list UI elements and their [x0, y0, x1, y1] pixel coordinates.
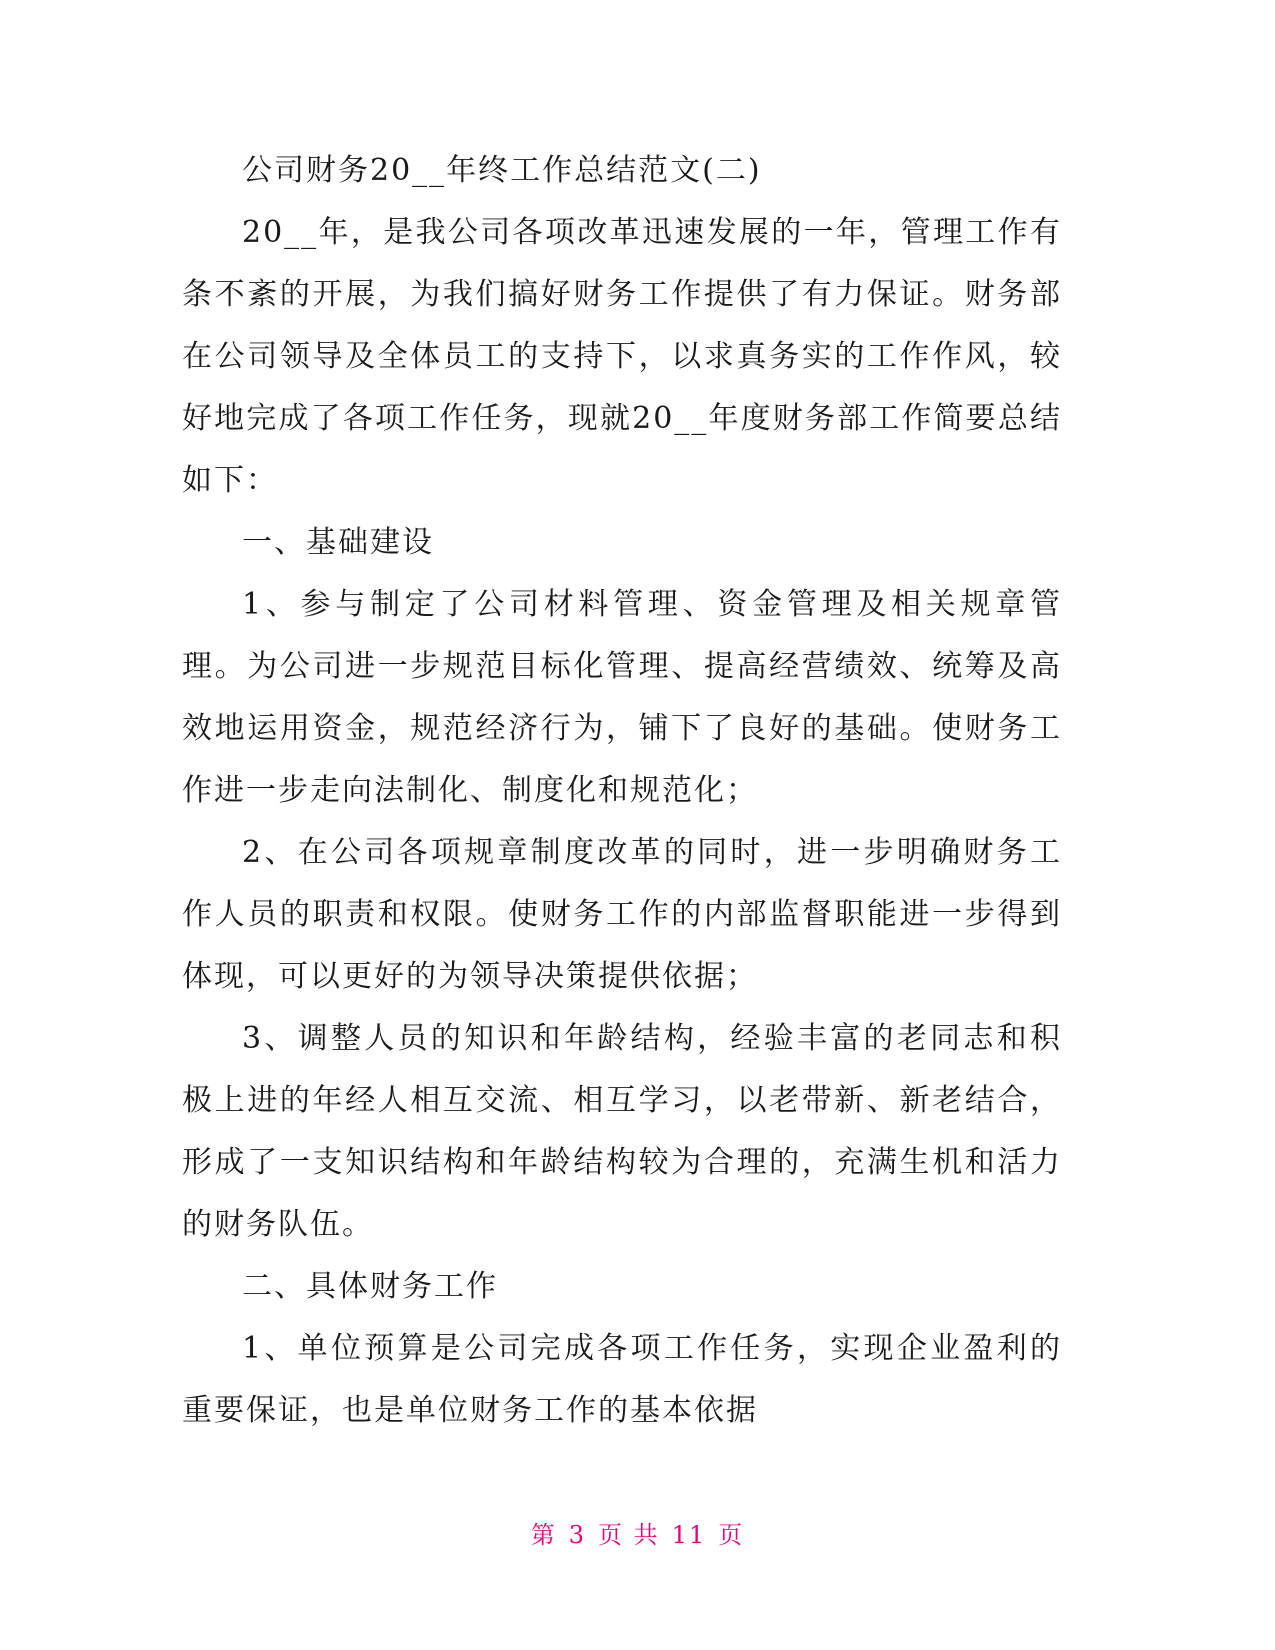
paragraph-item-1-1: 1、参与制定了公司材料管理、资金管理及相关规章管理。为公司进一步规范目标化管理、提高经营绩效、统筹及高效地运用资金，规范经济行为，铺下了良好的基础。使财务工作进一步走向法制化、制度化和规范化； [182, 587, 1062, 808]
paragraph-item-2-1: 1、单位预算是公司完成各项工作任务，实现企业盈利的重要保证，也是单位财务工作的基本依据 [182, 1331, 1062, 1428]
document-body [182, 140, 1062, 1442]
paragraph-item-1-2: 2、在公司各项规章制度改革的同时，进一步明确财务工作人员的职责和权限。使财务工作的内部监督职能进一步得到体现，可以更好的为领导决策提供依据； [182, 835, 1062, 994]
section-heading-1: 一、基础建设 [242, 525, 434, 560]
footer-total-pages: 11 [671, 1521, 707, 1549]
footer-prefix: 第 [530, 1521, 557, 1549]
paragraph-item-1-3: 3、调整人员的知识和年龄结构，经验丰富的老同志和积极上进的年经人相互交流、相互学习，以老带新、新老结合，形成了一支知识结构和年龄结构较为合理的，充满生机和活力的财务队伍。 [182, 1021, 1062, 1242]
page-footer [0, 1515, 1275, 1550]
footer-page-number: 3 [568, 1521, 587, 1549]
paragraph-intro: 20__年，是我公司各项改革迅速发展的一年，管理工作有条不紊的开展，为我们搞好财务工作提供了有力保证。财务部在公司领导及全体员工的支持下，以求真务实的工作作风，较好地完成了各项工作任务，现就20__年度财务部工作简要总结如下： [182, 215, 1062, 498]
document-title: 公司财务20__年终工作总结范文(二) [242, 153, 762, 188]
section-heading-2: 二、具体财务工作 [242, 1269, 498, 1304]
footer-mid: 页 共 [598, 1521, 660, 1549]
footer-suffix: 页 [718, 1521, 745, 1549]
